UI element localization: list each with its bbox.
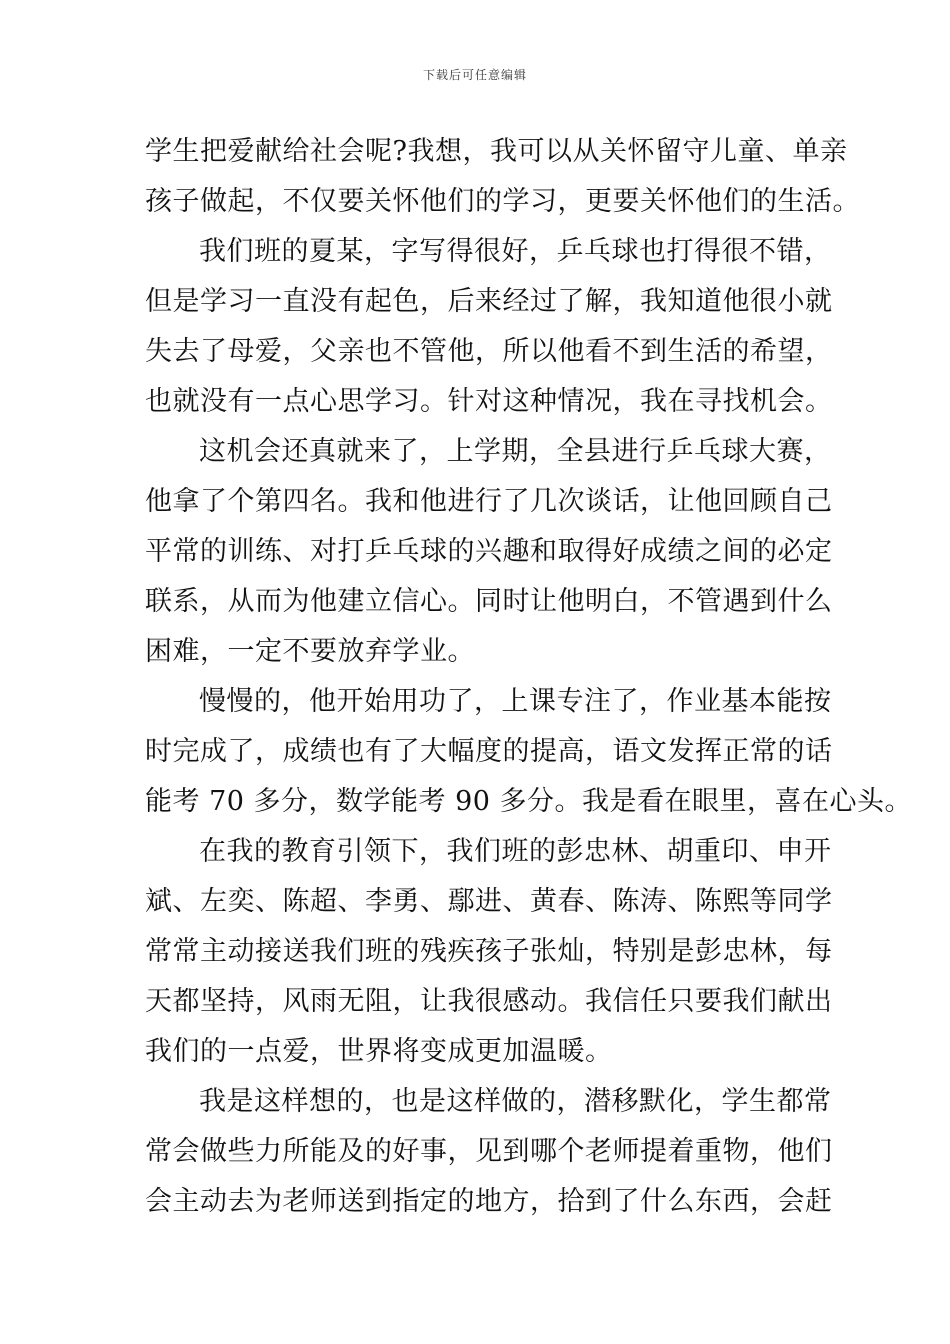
text-line: 平常的训练、对打乒乓球的兴趣和取得好成绩之间的必定 [145, 536, 833, 567]
text-line: 学生把爱献给社会呢?我想，我可以从关怀留守儿童、单亲 [145, 136, 848, 167]
text-line: 失去了母爱，父亲也不管他，所以他看不到生活的希望， [145, 336, 833, 367]
paragraph-start-line: 我们班的夏某，字写得很好，乒乓球也打得很不错， [199, 236, 832, 267]
paragraph-start-line: 慢慢的，他开始用功了，上课专注了，作业基本能按 [199, 686, 832, 717]
text-line: 困难，一定不要放弃学业。 [145, 636, 475, 667]
page-header: 下载后可任意编辑 [422, 68, 527, 82]
text-line: 孩子做起，不仅要关怀他们的学习，更要关怀他们的生活。 [145, 186, 860, 217]
text-line: 天都坚持，风雨无阻，让我很感动。我信任只要我们献出 [145, 986, 833, 1017]
text-line: 能考 70 多分，数学能考 90 多分。我是看在眼里，喜在心头。 [145, 786, 913, 817]
body-text [145, 127, 913, 1227]
paragraph-start-line: 在我的教育引领下，我们班的彭忠林、胡重印、申开 [199, 836, 832, 867]
text-line: 但是学习一直没有起色，后来经过了解，我知道他很小就 [145, 286, 833, 317]
text-line: 常会做些力所能及的好事，见到哪个老师提着重物，他们 [145, 1136, 833, 1167]
paragraph-start-line: 我是这样想的，也是这样做的，潜移默化，学生都常 [199, 1086, 832, 1117]
text-line: 时完成了，成绩也有了大幅度的提高，语文发挥正常的话 [145, 736, 833, 767]
text-line: 我们的一点爱，世界将变成更加温暖。 [145, 1036, 613, 1067]
text-line: 斌、左奕、陈超、李勇、鄢进、黄春、陈涛、陈熙等同学 [145, 886, 833, 917]
text-line: 会主动去为老师送到指定的地方，拾到了什么东西，会赶 [145, 1186, 833, 1217]
text-line: 联系，从而为他建立信心。同时让他明白，不管遇到什么 [145, 586, 833, 617]
text-line: 他拿了个第四名。我和他进行了几次谈话，让他回顾自己 [145, 486, 833, 517]
text-line: 常常主动接送我们班的残疾孩子张灿，特别是彭忠林，每 [145, 936, 833, 967]
text-line: 也就没有一点心思学习。针对这种情况，我在寻找机会。 [145, 386, 833, 417]
paragraph-start-line: 这机会还真就来了，上学期，全县进行乒乓球大赛， [199, 436, 832, 467]
